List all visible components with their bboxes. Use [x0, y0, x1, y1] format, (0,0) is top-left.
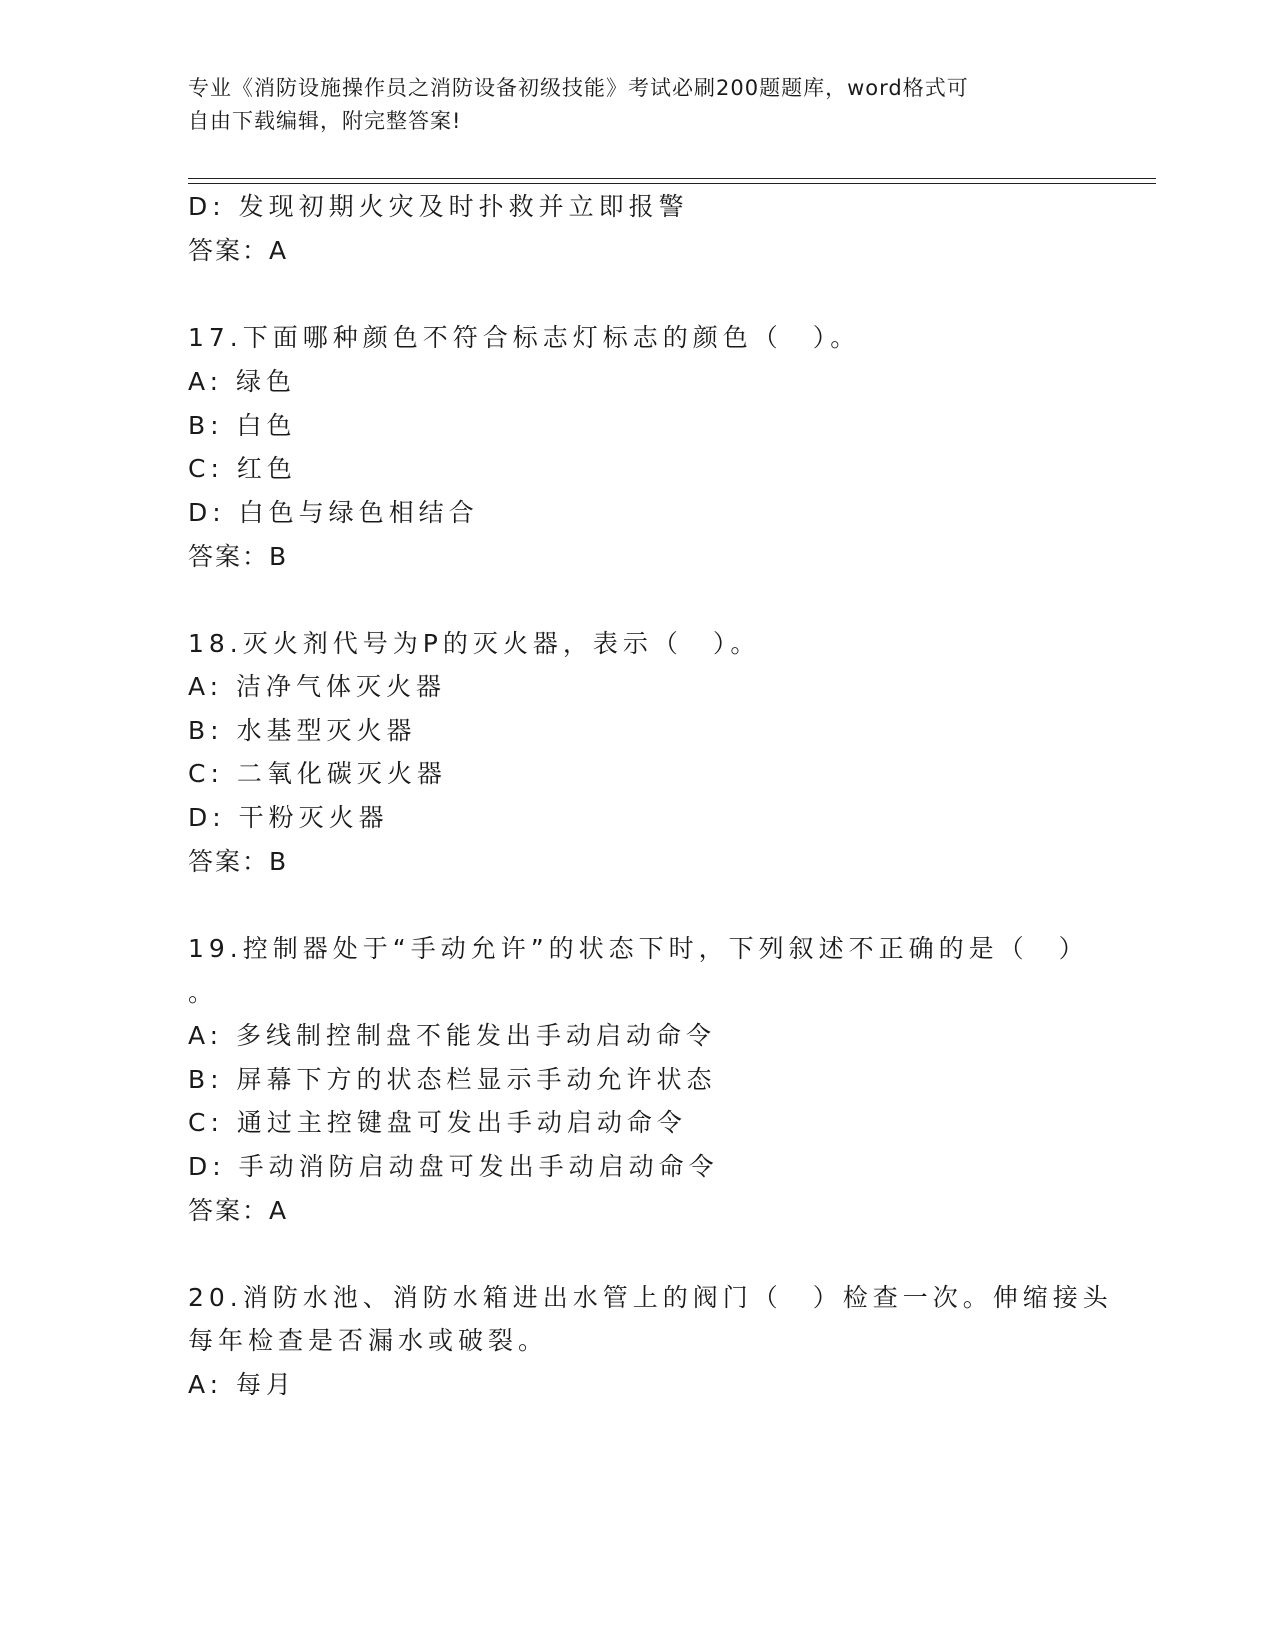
question-19-stem-continued: 。 — [188, 978, 219, 1007]
question-17-answer: 答案：B — [188, 542, 289, 571]
question-17-stem: 17.下面哪种颜色不符合标志灯标志的颜色（ ）。 — [188, 323, 861, 352]
question-20-stem: 20.消防水池、消防水箱进出水管上的阀门（ ）检查一次。伸缩接头 — [188, 1283, 1113, 1312]
page-header — [188, 72, 1088, 138]
question-19-stem: 19.控制器处于“手动允许”的状态下时，下列叙述不正确的是（ ） — [188, 934, 1089, 963]
question-18-option-d: D: 干粉灭火器 — [188, 803, 389, 832]
header-line-1: 专业《消防设施操作员之消防设备初级技能》考试必刷200题题库，word格式可 — [188, 76, 969, 100]
header-rule-top — [188, 178, 1156, 179]
question-20-option-a: A: 每月 — [188, 1370, 297, 1399]
question-18-option-b: B: 水基型灭火器 — [188, 716, 417, 745]
question-18-option-a: A: 洁净气体灭火器 — [188, 672, 447, 701]
question-18-answer: 答案：B — [188, 847, 289, 876]
question-19-option-c: C: 通过主控键盘可发出手动启动命令 — [188, 1108, 687, 1137]
header-line-2: 自由下载编辑，附完整答案! — [188, 109, 462, 133]
question-19-option-a: A: 多线制控制盘不能发出手动启动命令 — [188, 1021, 717, 1050]
option-d: D: 发现初期火灾及时扑救并立即报警 — [188, 192, 689, 221]
question-19-option-d: D: 手动消防启动盘可发出手动启动命令 — [188, 1152, 719, 1181]
question-17-option-c: C: 红色 — [188, 454, 297, 483]
question-19-answer: 答案：A — [188, 1196, 289, 1225]
question-18-stem: 18.灭火剂代号为P的灭火器，表示（ ）。 — [188, 629, 761, 658]
question-20-stem-continued: 每年检查是否漏水或破裂。 — [188, 1326, 549, 1355]
question-18-option-c: C: 二氧化碳灭火器 — [188, 759, 447, 788]
answer: 答案：A — [188, 236, 289, 265]
header-rule-bottom — [188, 183, 1156, 184]
question-17-option-a: A: 绿色 — [188, 367, 297, 396]
question-19-option-b: B: 屏幕下方的状态栏显示手动允许状态 — [188, 1065, 717, 1094]
question-17-option-d: D: 白色与绿色相结合 — [188, 498, 479, 527]
question-17-option-b: B: 白色 — [188, 411, 297, 440]
